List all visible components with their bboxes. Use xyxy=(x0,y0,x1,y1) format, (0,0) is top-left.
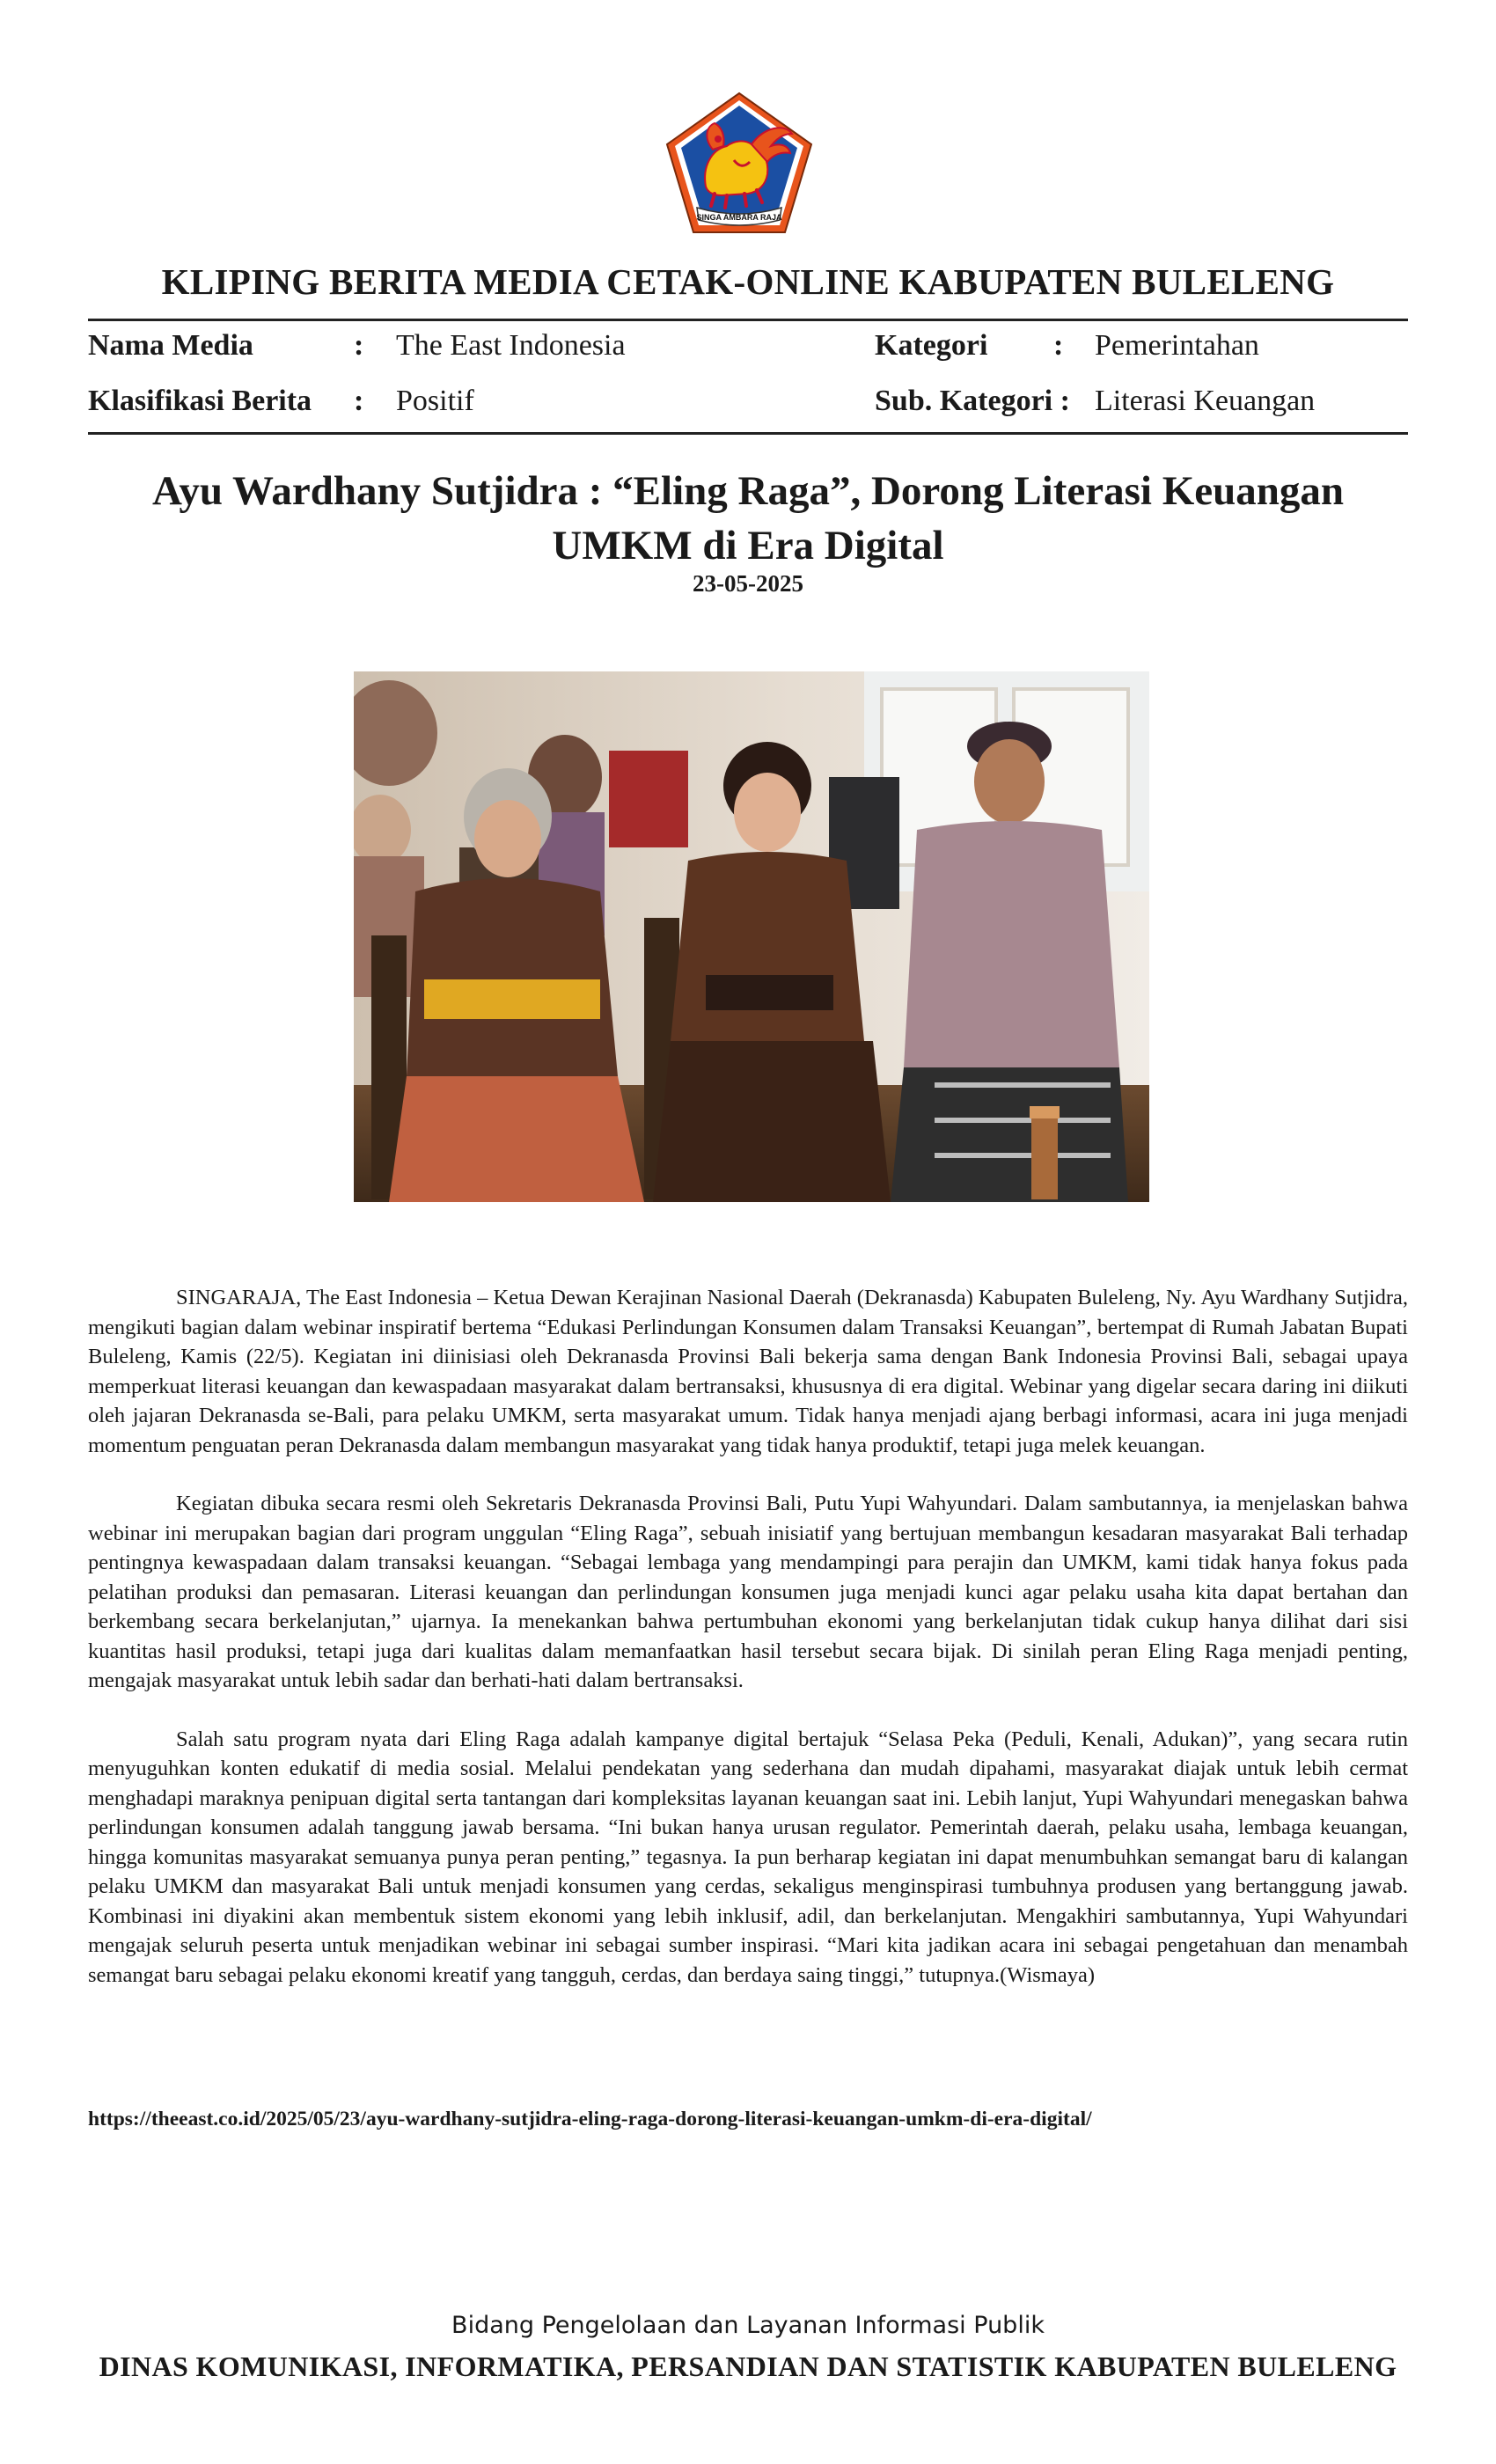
media-separator: : xyxy=(354,329,364,362)
clipping-title: KLIPING BERITA MEDIA CETAK-ONLINE KABUPATEN BULELENG xyxy=(161,261,1335,302)
headline-line-1: Ayu Wardhany Sutjidra : “Eling Raga”, Dorong Literasi Keuangan xyxy=(151,468,1345,514)
subkategori-value: Literasi Keuangan xyxy=(1095,385,1316,417)
article-paragraph-3: Salah satu program nyata dari Eling Raga adalah kampanye digital bertajuk “Selasa Peka (Peduli, Kenali, Adukan)”, yang secara rutin menyuguhkan konten edukatif di media sosial. Melalui pendekatan yang sederhana dan mudah dipahami, masyarakat diajak untuk lebih cermat menghadapi maraknya penipuan digital serta tantangan dari kompleksitas layanan keuangan saat ini. Lebih lanjut, Yupi Wahyundari menegaskan bahwa perlindungan konsumen adalah tanggung jawab bersama. “Ini bukan hanya urusan regulator. Pemerintah daerah, pelaku usaha, lembaga keuangan, hingga komunitas masyarakat semuanya punya peran penting,” tegasnya. Ia pun berharap kegiatan ini dapat menumbuhkan semangat baru di kalangan pelaku UMKM dan masyarakat Bali untuk menjadi konsumen yang cerdas, sekaligus menginspirasi tumbuhnya produsen yang bertanggung jawab. Kombinasi ini diyakini akan membentuk sistem ekonomi yang lebih inklusif, adil, dan berkelanjutan. Mengakhiri sambutannya, Yupi Wahyundari mengajak seluruh peserta untuk menjadikan webinar ini sebagai sumber inspirasi. “Mari kita jadikan acara ini sebagai pengetahuan dan menambah semangat baru sebagai pelaku ekonomi kreatif yang tangguh, cerdas, dan berdaya saing tinggi,” tutupnya.(Wismaya) xyxy=(88,1727,1408,1987)
klasifikasi-separator: : xyxy=(354,385,364,417)
article-photo xyxy=(354,671,1149,1202)
kategori-value: Pemerintahan xyxy=(1095,329,1259,362)
klasifikasi-value: Positif xyxy=(396,385,474,417)
headline-line-2: UMKM di Era Digital xyxy=(552,523,944,568)
kategori-label: Kategori xyxy=(875,329,988,362)
article-headline xyxy=(88,464,1408,573)
article-paragraph-1: SINGARAJA, The East Indonesia – Ketua Dewan Kerajinan Nasional Daerah (Dekranasda) Kabupaten Buleleng, Ny. Ayu Wardhany Sutjidra, mengikuti bagian dalam webinar inspiratif bertema “Edukasi Perlindungan Konsumen dalam Transaksi Keuangan”, bertempat di Rumah Jabatan Bupati Buleleng, Kamis (22/5). Kegiatan ini diinisiasi oleh Dekranasda Provinsi Bali bekerja sama dengan Bank Indonesia Provinsi Bali, sebagai upaya memperkuat literasi keuangan dan kewaspadaan masyarakat dalam bertransaksi, khususnya di era digital. Webinar yang digelar secara daring ini diikuti oleh jajaran Dekranasda se-Bali, para pelaku UMKM, serta masyarakat umum. Tidak hanya menjadi ajang berbagi informasi, acara ini juga menjadi momentum penguatan peran Dekranasda dalam membangun masyarakat yang tidak hanya produktif, tetapi juga melek keuangan. xyxy=(88,1286,1408,1457)
footer-agency: DINAS KOMUNIKASI, INFORMATIKA, PERSANDIAN DAN STATISTIK KABUPATEN BULELENG xyxy=(99,2350,1397,2382)
article-date: 23-05-2025 xyxy=(693,570,803,597)
article-paragraph-2: Kegiatan dibuka secara resmi oleh Sekretaris Dekranasda Provinsi Bali, Putu Yupi Wahyundari. Dalam sambutannya, ia menjelaskan bahwa webinar ini merupakan bagian dari program unggulan “Eling Raga”, sebuah inisiatif yang bertujuan membangun kesadaran masyarakat Bali terhadap pentingnya kewaspadaan dalam transaksi keuangan. “Sebagai lembaga yang mendampingi para perajin dan UMKM, kami tidak hanya fokus pada pelatihan produksi dan pemasaran. Literasi keuangan dan perlindungan konsumen juga menjadi kunci agar pelaku usaha kita dapat bertahan dan berkembang secara berkelanjutan,” ujarnya. Ia menekankan bahwa pertumbuhan ekonomi yang berkelanjutan tidak cukup hanya dilihat dari sisi kuantitas hasil produksi, tetapi juga dari kualitas dalam memanfaatkan hasil tersebut secara bijak. Di sinilah peran Eling Raga menjadi penting, mengajak masyarakat untuk lebih sadar dan berhati-hati dalam bertransaksi. xyxy=(88,1492,1408,1692)
media-value: The East Indonesia xyxy=(396,329,626,362)
article-body xyxy=(88,1283,1408,2019)
klasifikasi-label: Klasifikasi Berita xyxy=(88,385,312,417)
source-url[interactable]: https://theeast.co.id/2025/05/23/ayu-wardhany-sutjidra-eling-raga-dorong-literasi-keuangan-umkm-di-era-digital/ xyxy=(88,2108,1092,2130)
meta-divider xyxy=(88,432,1408,435)
footer-division: Bidang Pengelolaan dan Layanan Informasi Publik xyxy=(451,2312,1045,2339)
kabupaten-buleleng-logo xyxy=(660,88,818,238)
subkategori-label: Sub. Kategori : xyxy=(875,385,1070,417)
logo-motto: SINGA AMBARA RAJA xyxy=(696,213,782,222)
kategori-separator: : xyxy=(1053,329,1064,362)
header-divider xyxy=(88,319,1408,321)
media-label: Nama Media xyxy=(88,329,253,362)
